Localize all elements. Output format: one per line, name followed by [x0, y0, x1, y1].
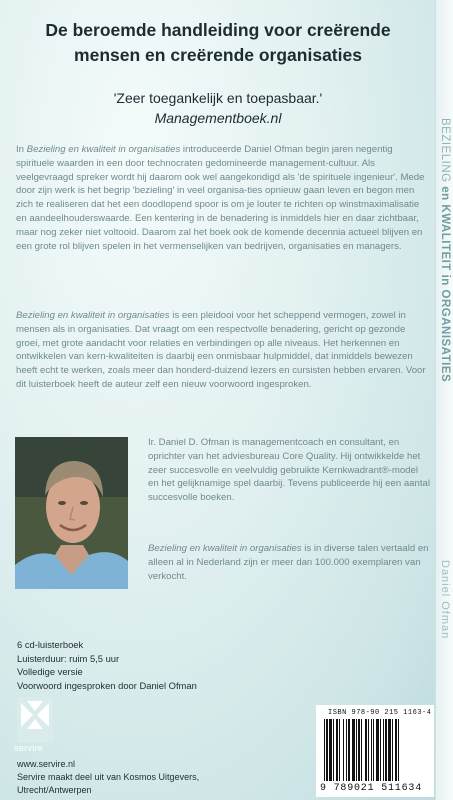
spine-title-part: KWALITEIT [439, 204, 451, 271]
author-bio: Ir. Daniel D. Ofman is managementcoach en consultant, en oprichter van het adviesbureau Core Quality. Hij ontwikkelde het zeer succesvolle en veelvuldig gebruikte Kernkwadrant®-model en het gelijknamige spel daarbij. Tevens publiceerde hij een aantal succesvolle boeken. [148, 437, 430, 504]
barcode-bar [392, 719, 393, 781]
barcode-bar [348, 719, 350, 781]
publisher-url[interactable]: www.servire.nl [17, 759, 76, 769]
translation-note [148, 542, 430, 583]
isbn-label: ISBN 978-90 215 1163-4 [328, 709, 432, 717]
spine-author: Daniel Ofman [439, 560, 451, 640]
barcode-bar [371, 719, 372, 781]
headline-line-2: mensen en creërende organisaties [74, 45, 362, 65]
isbn-digits: 9 789021 511634 [320, 783, 423, 794]
barcode-bar [356, 719, 357, 781]
barcode-bar [336, 719, 338, 781]
product-info-line: Luisterduur: ruim 5,5 uur [17, 652, 120, 664]
bio-book-title: Bezieling en kwaliteit in organisaties [148, 543, 302, 554]
quote-source: Managementboek.nl [154, 110, 282, 126]
barcode-bar [324, 719, 325, 781]
barcode-bar [398, 719, 399, 781]
spine-title-part: in [439, 274, 451, 286]
p1-book-title: Bezieling en kwaliteit in organisaties [26, 144, 181, 155]
product-info-line: Volledige versie [17, 666, 83, 678]
spine-title [439, 118, 451, 382]
p1-intro: In [16, 144, 27, 155]
barcode-bar [385, 719, 387, 781]
spine-title-part: BEZIELING [439, 118, 451, 183]
barcode-bar [368, 719, 369, 781]
p1-text: introduceerde Daniel Ofman begin jaren negentig spirituele waarden in een door technocraten gedomineerde management-cultuur. Als veelgevraagd spreker wordt hij daarom ook wel aangekondigd als 'de spirituele ingenieur'. Mede door zijn werk is het begrip 'bezieling' in veel organisa-ties opnieuw gaan leven en begon men zich te realiseren dat het een doodlopend spoor is om je louter te richten op winstmaximalisatie en aandeelhouderswaarde. Een kentering in de benadering is inmiddels hier en daar zichtbaar, maar nog zeker niet voltooid. Daarom zal het boek ook de komende decennia actueel blijven en een grote rol blijven spelen in het vermenselijken van bedrijven, organisaties en managers. [16, 144, 425, 252]
bio-text-2: is in diverse talen vertaald en alleen al in Nederland zijn er meer dan 100.000 exemplaren van verkocht. [148, 543, 429, 582]
product-info [17, 638, 197, 692]
barcode-box [316, 705, 434, 797]
spine-title-part: en [439, 186, 451, 201]
description-paragraph-1 [16, 143, 430, 253]
review-quote [0, 88, 436, 128]
barcode-bar [329, 719, 332, 781]
barcode-bar [383, 719, 384, 781]
barcode-bar [352, 719, 355, 781]
barcode-bar [361, 719, 362, 781]
spine-title-part: ORGANISATIES [439, 289, 451, 383]
barcode-bar [376, 719, 379, 781]
barcode [324, 719, 428, 781]
product-info-line: Voorwoord ingesproken door Daniel Ofman [17, 679, 197, 691]
publisher-line-1: Servire maakt deel uit van Kosmos Uitgevers, [17, 772, 200, 782]
barcode-bar [395, 719, 397, 781]
barcode-bar [358, 719, 360, 781]
barcode-bar [333, 719, 334, 781]
barcode-bar [380, 719, 381, 781]
product-info-line: 6 cd-luisterboek [17, 639, 84, 650]
barcode-bar [339, 719, 340, 781]
servire-logo-icon [17, 697, 53, 743]
barcode-bar [346, 719, 347, 781]
barcode-bar [388, 719, 391, 781]
publisher-logo-text: servire [14, 743, 44, 753]
author-photo [15, 437, 128, 589]
barcode-bar [365, 719, 367, 781]
headline [0, 18, 436, 68]
p2-text: is een pleidooi voor het scheppend vermogen, zowel in mensen als in organisaties. Dat vraagt om een respectvolle benadering, gericht op gezonde groei, met grote aandacht voor relaties en verbindingen op alle niveaus. Het herkennen en ontwikkelen van kern-kwaliteiten is daarbij een onmisbaar hulpmiddel, dat inmiddels bewezen heeft echt te werken, zoals meer dan honderd-duizend lezers en cursisten hebben ervaren. Voor dit luisterboek heeft de auteur zelf een nieuw voorwoord ingesproken. [16, 310, 426, 390]
book-spine [435, 0, 453, 800]
description-paragraph-2 [16, 309, 430, 392]
publisher-info [17, 758, 199, 797]
barcode-bar [326, 719, 328, 781]
barcode-bar [373, 719, 374, 781]
publisher-line-2: Utrecht/Antwerpen [17, 785, 92, 795]
headline-line-1: De beroemde handleiding voor creërende [45, 20, 391, 40]
barcode-bar [343, 719, 344, 781]
p2-book-title: Bezieling en kwaliteit in organisaties [16, 310, 170, 321]
quote-text: 'Zeer toegankelijk en toepasbaar.' [113, 90, 323, 106]
